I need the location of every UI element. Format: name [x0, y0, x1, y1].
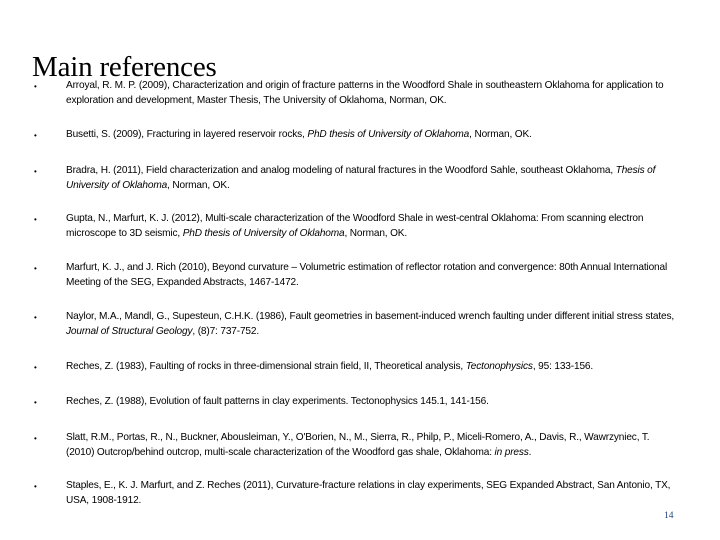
reference-text: Marfurt, K. J., and J. Rich (2010), Beyond curvature – Volumetric estimation of reflector rotation and convergence: 80th Annual International Meeting of the SEG, Expanded Abstracts, 1467-1472.	[66, 262, 668, 288]
reference-text: Naylor, M.A., Mandl, G., Supesteun, C.H.K. (1986), Fault geometries in basement-induced wrench faulting under different initial stress states, Journal of Structural Geology, (8)7: 737-752.	[66, 311, 674, 337]
reference-text: Busetti, S. (2009), Fracturing in layered reservoir rocks, PhD thesis of University of Oklahoma, Norman, OK.	[66, 129, 532, 140]
bullet-icon: •	[34, 131, 37, 140]
reference-text: Reches, Z. (1988), Evolution of fault patterns in clay experiments. Tectonophysics 145.1, 141-156.	[66, 396, 489, 407]
page-title: Main references	[32, 51, 217, 84]
bullet-icon: •	[34, 264, 37, 273]
reference-text: Bradra, H. (2011), Field characterization and analog modeling of natural fractures in the Woodford Sahle, southeast Oklahoma, Thesis of University of Oklahoma, Norman, OK.	[66, 165, 656, 191]
bullet-icon: •	[34, 398, 37, 407]
reference-text: Slatt, R.M., Portas, R., N., Buckner, Abousleiman, Y., O'Borien, N., M., Sierra, R., Philp, P., Miceli-Romero, A., Davis, R., Wawrzyniec, T. (2010) Outcrop/behind outcrop, multi-scale characterization of the Woodford gas shale, Oklahoma: in press.	[66, 432, 650, 458]
bullet-icon: •	[34, 82, 37, 91]
reference-text: Reches, Z. (1983), Faulting of rocks in three-dimensional strain field, II, Theoretical analysis, Tectonophysics, 95: 133-156.	[66, 361, 594, 372]
bullet-icon: •	[34, 363, 37, 372]
page-number: 14	[664, 511, 674, 521]
bullet-icon: •	[34, 313, 37, 322]
bullet-icon: •	[34, 167, 37, 176]
bullet-icon: •	[34, 215, 37, 224]
reference-text: Staples, E., K. J. Marfurt, and Z. Reches (2011), Curvature-fracture relations in clay experiments, SEG Expanded Abstract, San Antonio, TX, USA, 1908-1912.	[66, 480, 671, 506]
reference-text: Gupta, N., Marfurt, K. J. (2012), Multi-scale characterization of the Woodford Shale in west-central Oklahoma: From scanning electron microscope to 3D seismic, PhD thesis of University of Oklahoma, Norman, OK.	[66, 213, 644, 239]
reference-text: Arroyal, R. M. P. (2009), Characterization and origin of fracture patterns in the Woodford Shale in southeastern Oklahoma for application to exploration and development, Master Thesis, The University of Oklahoma, Norman, OK.	[66, 80, 664, 106]
bullet-icon: •	[34, 482, 37, 491]
bullet-icon: •	[34, 434, 37, 443]
